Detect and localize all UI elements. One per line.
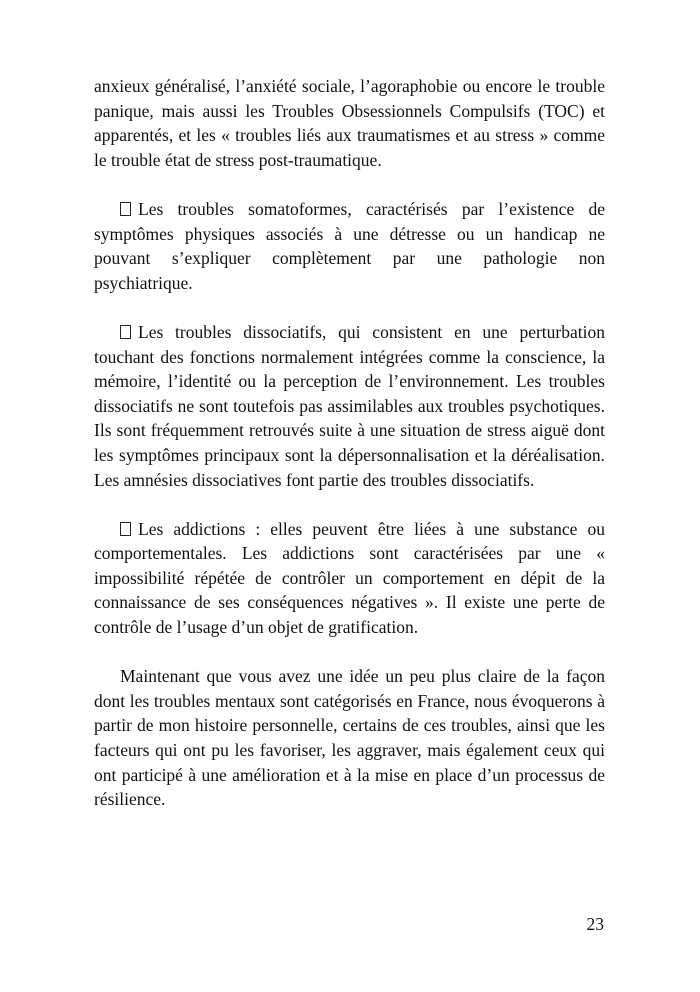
- page-body: [94, 74, 605, 812]
- bullet-text: Les troubles dissociatifs, qui consistent en une perturbation touchant des fonctions normalement intégrées comme la conscience, la mémoire, l’identité ou la perception de l’environnement. Les troubles dissociatifs ne sont toutefois pas assimilables aux troubles psychotiques. Ils sont fréquemment retrouvés suite à une situation de stress aiguë dont les symptômes principaux sont la dépersonnalisation et la déréalisation. Les amnésies dissociatives font partie des troubles dissociatifs.: [94, 321, 605, 490]
- paragraph-continuation: anxieux généralisé, l’anxiété sociale, l’agoraphobie ou encore le trouble panique, mais aussi les Troubles Obsessionnels Compulsifs (TOC) et apparentés, et les « troubles liés aux traumatismes et au stress » comme le trouble état de stress post-traumatique.: [94, 76, 605, 170]
- paragraph-conclusion: Maintenant que vous avez une idée un peu plus claire de la façon dont les troubles mentaux sont catégorisés en France, nous évoquerons à partir de mon histoire personnelle, certains de ces troubles, ainsi que les facteurs qui ont pu les favoriser, les aggraver, mais également ceux qui ont participé à une amélioration et à la mise en place d’un processus de résilience.: [94, 666, 605, 810]
- checkbox-bullet-icon: [120, 202, 131, 216]
- bullet-text: Les addictions : elles peuvent être liées à une substance ou comportementales. Les addictions sont caractérisées par une « impossibilité répétée de contrôler un comportement en dépit de la connaissance de ses conséquences négatives ». Il existe une perte de contrôle de l’usage d’un objet de gratification.: [94, 518, 605, 638]
- bullet-text: Les troubles somatoformes, caractérisés par l’existence de symptômes physiques associés à une détresse ou un handicap ne pouvant s’expliquer complètement par une pathologie non psychiatrique.: [94, 198, 605, 293]
- checkbox-bullet-icon: [120, 522, 131, 536]
- checkbox-bullet-icon: [120, 325, 131, 339]
- bullet-paragraph-addictions: [94, 517, 605, 640]
- bullet-paragraph-dissociatifs: [94, 320, 605, 492]
- page-number: 23: [586, 914, 604, 934]
- bullet-paragraph-somatoformes: [94, 197, 605, 295]
